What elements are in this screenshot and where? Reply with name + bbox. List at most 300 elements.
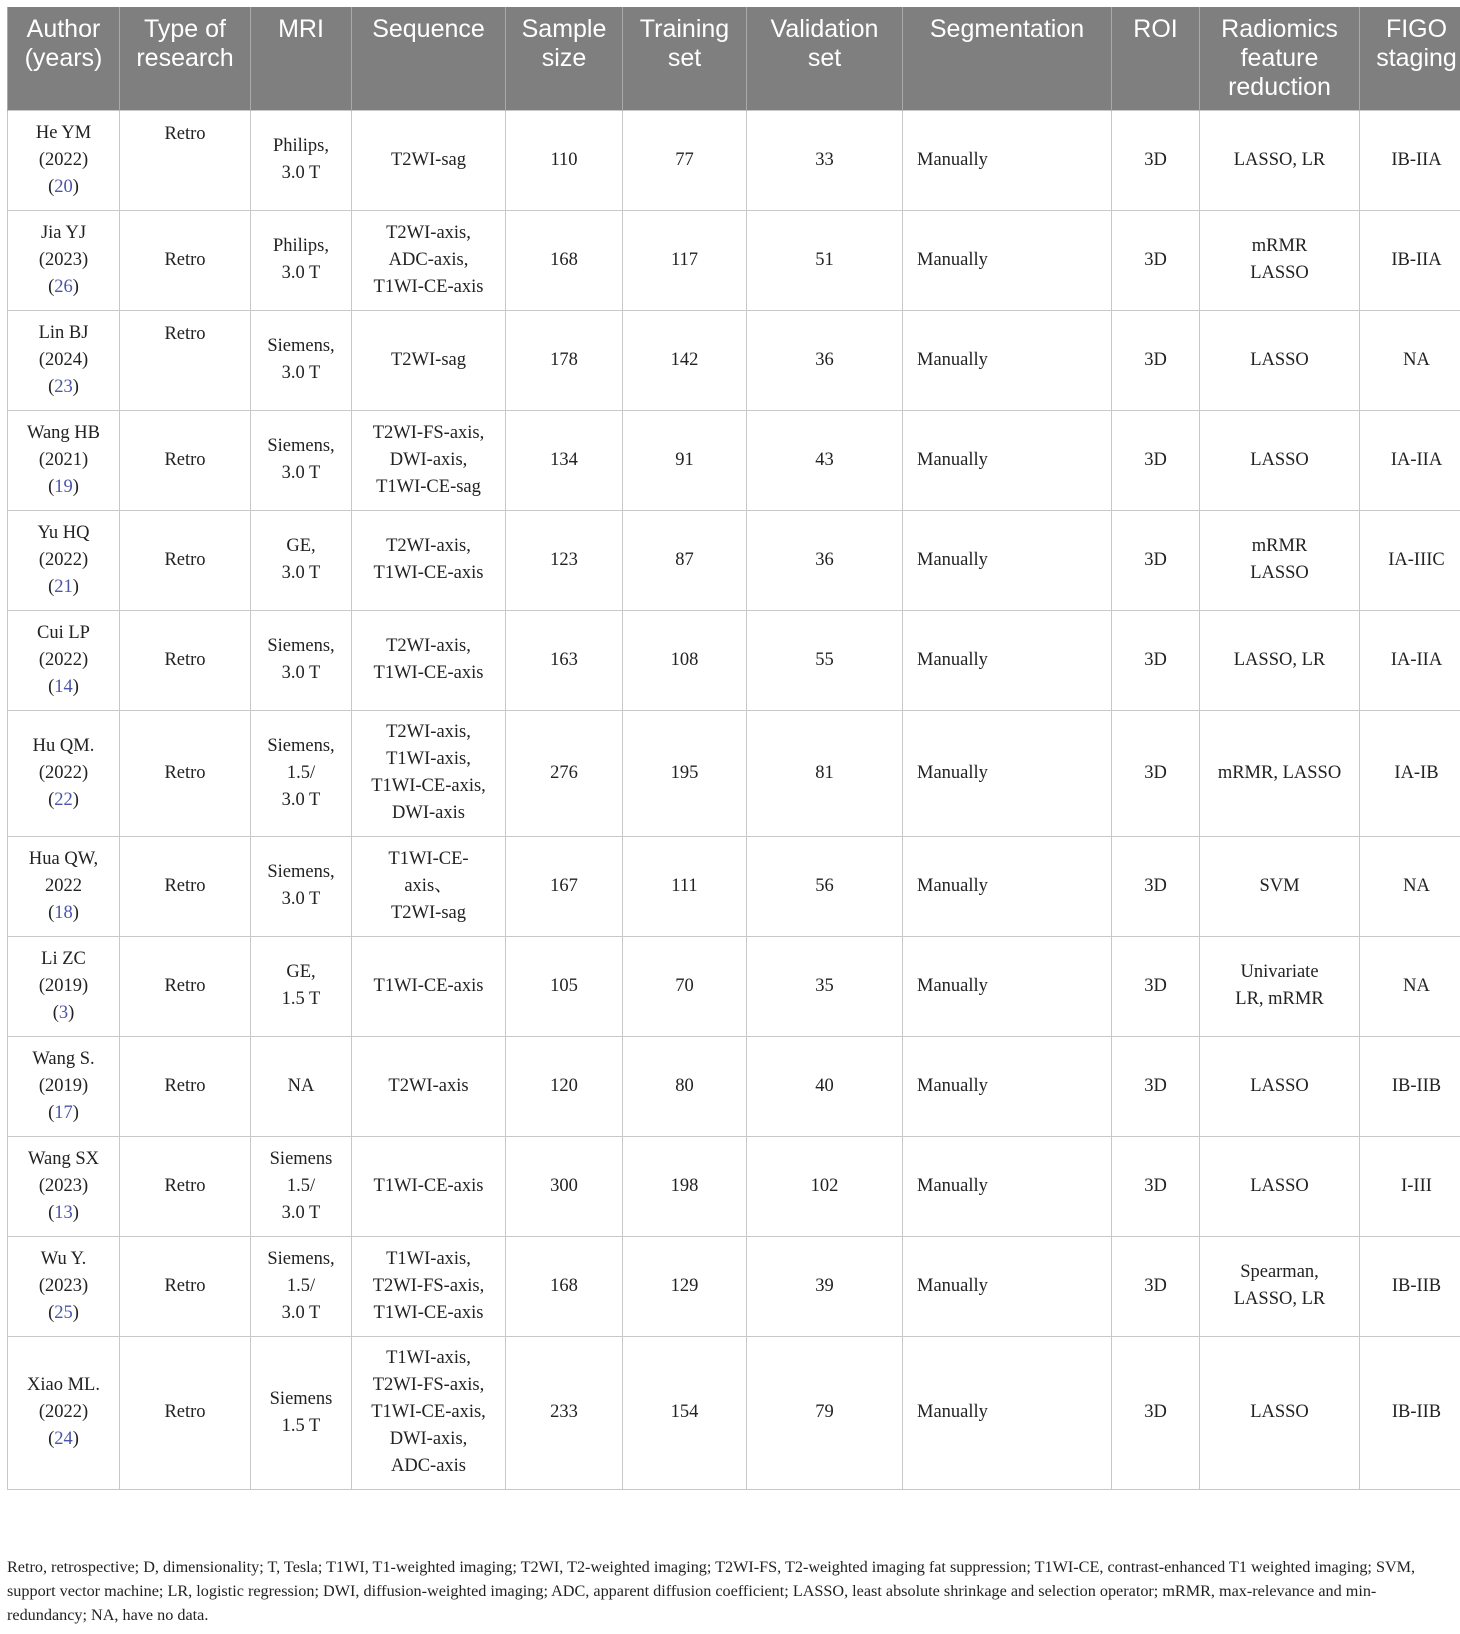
- cell-sample-size: 163: [506, 610, 623, 710]
- cell-sample-size: 168: [506, 210, 623, 310]
- reference-citation: (3): [52, 1002, 75, 1023]
- author-name: Jia YJ: [40, 222, 87, 243]
- cell-sample-size: 168: [506, 1236, 623, 1336]
- cell-feature-reduction-line: mRMR: [1251, 536, 1308, 556]
- reference-link[interactable]: 13: [54, 1202, 73, 1223]
- header-line: Type of: [144, 15, 226, 43]
- cell-mri: [251, 1236, 352, 1336]
- cell-training-set: 198: [623, 1136, 747, 1236]
- author-name: Lin BJ: [38, 322, 89, 343]
- cell-sample-size: 233: [506, 1336, 623, 1489]
- cell-roi: 3D: [1112, 310, 1200, 410]
- cell-training-set: 108: [623, 610, 747, 710]
- cell-sample-size: 134: [506, 410, 623, 510]
- header-line: FIGO: [1385, 15, 1448, 43]
- cell-segmentation: Manually: [903, 710, 1112, 836]
- cell-sequence: [352, 710, 506, 836]
- table-row: [8, 1136, 1460, 1236]
- cell-type-of-research: Retro: [120, 1036, 251, 1136]
- cell-author: [8, 710, 120, 836]
- cell-sequence: [352, 310, 506, 410]
- reference-link[interactable]: 23: [54, 376, 73, 397]
- cell-validation-set: 102: [747, 1136, 903, 1236]
- cell-validation-set: 51: [747, 210, 903, 310]
- reference-link[interactable]: 25: [54, 1302, 73, 1323]
- cell-roi: 3D: [1112, 610, 1200, 710]
- cell-figo-staging: IA-IB: [1360, 710, 1460, 836]
- author-year: (2022): [38, 549, 89, 570]
- cell-mri: [251, 836, 352, 936]
- header-line: Training: [639, 15, 730, 43]
- cell-mri-line: Philips,: [272, 136, 330, 156]
- reference-link[interactable]: 18: [54, 902, 73, 923]
- cell-sequence-line: DWI-axis,: [389, 449, 468, 470]
- cell-sequence-line: T1WI-CE-axis: [373, 663, 484, 683]
- cell-mri: [251, 936, 352, 1036]
- reference-citation: (23): [48, 376, 79, 397]
- table-row: [8, 1036, 1460, 1136]
- table-row: [8, 936, 1460, 1036]
- cell-training-set: 80: [623, 1036, 747, 1136]
- cell-training-set: 70: [623, 936, 747, 1036]
- cell-sequence-line: T2WI-axis,: [386, 222, 471, 243]
- cell-sample-size: 123: [506, 510, 623, 610]
- cell-mri-line: Siemens,: [267, 862, 335, 882]
- cell-feature-reduction: [1200, 510, 1360, 610]
- reference-citation: (26): [48, 276, 79, 297]
- header-line: reduction: [1228, 73, 1331, 101]
- cell-author: [8, 310, 120, 410]
- header-line: staging: [1376, 44, 1457, 72]
- table-row: [8, 210, 1460, 310]
- cell-author: [8, 510, 120, 610]
- cell-figo-staging: IB-IIA: [1360, 210, 1460, 310]
- cell-sequence: [352, 1136, 506, 1236]
- cell-validation-set: 40: [747, 1036, 903, 1136]
- cell-sample-size: 120: [506, 1036, 623, 1136]
- table-row: [8, 410, 1460, 510]
- cell-feature-reduction: [1200, 1236, 1360, 1336]
- cell-sequence: [352, 936, 506, 1036]
- cell-sequence-line: T2WI-axis,: [386, 722, 471, 742]
- cell-training-set: 117: [623, 210, 747, 310]
- cell-sequence: [352, 610, 506, 710]
- cell-author: [8, 1336, 120, 1489]
- table-body: [8, 110, 1460, 1489]
- table-row: [8, 1336, 1460, 1489]
- cell-sequence-line: T1WI-CE-axis: [373, 1302, 484, 1323]
- cell-mri-line: Siemens,: [267, 636, 335, 656]
- cell-sequence-line: T2WI-sag: [391, 349, 466, 370]
- cell-feature-reduction-line: mRMR, LASSO: [1217, 762, 1342, 783]
- cell-sample-size: 300: [506, 1136, 623, 1236]
- cell-training-set: 195: [623, 710, 747, 836]
- cell-feature-reduction-line: LASSO: [1250, 349, 1309, 370]
- cell-roi: 3D: [1112, 110, 1200, 210]
- cell-validation-set: 35: [747, 936, 903, 1036]
- cell-type-of-research: Retro: [120, 836, 251, 936]
- table-row: [8, 310, 1460, 410]
- cell-mri: [251, 610, 352, 710]
- header-line: ROI: [1133, 15, 1178, 43]
- cell-sequence-line: T1WI-CE-axis,: [371, 776, 486, 796]
- author-year: (2019): [38, 975, 89, 996]
- column-header-author-years: [8, 7, 120, 110]
- cell-feature-reduction-line: LR, mRMR: [1235, 989, 1324, 1009]
- column-header-roi: [1112, 7, 1200, 110]
- author-name: Yu HQ: [37, 522, 90, 543]
- cell-mri-line: Siemens: [269, 1148, 333, 1169]
- cell-validation-set: 55: [747, 610, 903, 710]
- cell-roi: 3D: [1112, 1136, 1200, 1236]
- cell-mri-line: Siemens,: [267, 336, 335, 356]
- cell-feature-reduction: [1200, 936, 1360, 1036]
- cell-mri-line: NA: [287, 1075, 315, 1096]
- table-row: [8, 710, 1460, 836]
- cell-type-of-research: Retro: [120, 510, 251, 610]
- cell-sequence-line: T2WI-axis,: [386, 536, 471, 556]
- cell-sample-size: 178: [506, 310, 623, 410]
- cell-figo-staging: NA: [1360, 310, 1460, 410]
- cell-feature-reduction-line: LASSO, LR: [1233, 1289, 1326, 1309]
- cell-sequence-line: T1WI-CE-axis: [373, 975, 484, 996]
- cell-segmentation: Manually: [903, 510, 1112, 610]
- header-line: Author: [26, 15, 101, 43]
- cell-segmentation: Manually: [903, 610, 1112, 710]
- cell-mri-line: Siemens: [269, 1388, 333, 1409]
- cell-sequence-line: DWI-axis,: [389, 1429, 468, 1449]
- cell-feature-reduction-line: LASSO: [1250, 1075, 1309, 1096]
- cell-feature-reduction-line: LASSO: [1250, 449, 1309, 470]
- reference-citation: (19): [48, 476, 79, 497]
- reference-citation: (20): [48, 176, 79, 197]
- author-name: Wang SX: [28, 1148, 99, 1169]
- cell-feature-reduction-line: Univariate: [1240, 962, 1319, 982]
- cell-sequence-line: DWI-axis: [392, 803, 465, 823]
- cell-sequence-line: ADC-axis: [390, 1456, 467, 1476]
- cell-feature-reduction: [1200, 210, 1360, 310]
- cell-sequence: [352, 1036, 506, 1136]
- cell-mri-line: 3.0 T: [281, 1302, 321, 1323]
- cell-figo-staging: IB-IIA: [1360, 110, 1460, 210]
- cell-sequence-line: T1WI-axis,: [386, 749, 471, 769]
- cell-sequence-line: T1WI-CE-: [388, 848, 469, 869]
- cell-feature-reduction: [1200, 610, 1360, 710]
- cell-mri-line: 1.5 T: [281, 989, 321, 1009]
- author-year: (2022): [38, 762, 89, 783]
- cell-segmentation: Manually: [903, 310, 1112, 410]
- header-row: [8, 7, 1460, 110]
- cell-feature-reduction-line: LASSO: [1250, 1175, 1309, 1196]
- cell-author: [8, 210, 120, 310]
- table-footnote: Retro, retrospective; D, dimensionality; T, Tesla; T1WI, T1-weighted imaging; T2WI, T2-weighted imaging; T2WI-FS, T2-weighted imaging fat suppression; T1WI-CE, contrast-enhanced T1 weighted imaging; SVM, support vector machine; LR, logistic regression; DWI, diffusion-weighted imaging; ADC, apparent diffusion coefficient; LASSO, least absolute shrinkage and selection operator; mRMR, max-relevance and min-redundancy; NA, have no data.: [7, 1558, 1416, 1624]
- cell-feature-reduction: [1200, 410, 1360, 510]
- cell-sequence: [352, 210, 506, 310]
- cell-roi: 3D: [1112, 510, 1200, 610]
- header-line: Validation: [770, 15, 879, 43]
- cell-mri-line: 3.0 T: [281, 663, 321, 683]
- reference-link[interactable]: 14: [54, 676, 73, 697]
- header-line: (years): [24, 44, 103, 72]
- cell-validation-set: 39: [747, 1236, 903, 1336]
- cell-type-of-research: Retro: [120, 310, 251, 410]
- study-table-container: [7, 7, 1457, 1490]
- cell-mri-line: 3.0 T: [281, 789, 321, 810]
- cell-mri-line: 3.0 T: [281, 563, 321, 583]
- cell-roi: 3D: [1112, 410, 1200, 510]
- header-line: feature: [1240, 44, 1319, 72]
- header-line: size: [541, 44, 587, 72]
- cell-roi: 3D: [1112, 936, 1200, 1036]
- author-year: (2021): [38, 449, 89, 470]
- column-header-radiomics-feature-reduction: [1200, 7, 1360, 110]
- cell-sequence: [352, 110, 506, 210]
- cell-sequence-line: T1WI-CE-axis,: [371, 1402, 486, 1422]
- cell-figo-staging: IA-IIA: [1360, 610, 1460, 710]
- cell-mri: [251, 510, 352, 610]
- cell-figo-staging: IA-IIIC: [1360, 510, 1460, 610]
- cell-mri-line: 3.0 T: [281, 463, 321, 483]
- cell-training-set: 77: [623, 110, 747, 210]
- cell-mri: [251, 1036, 352, 1136]
- cell-mri-line: 1.5/: [286, 1175, 316, 1196]
- cell-feature-reduction: [1200, 110, 1360, 210]
- reference-citation: (17): [48, 1102, 79, 1123]
- cell-roi: 3D: [1112, 1336, 1200, 1489]
- cell-type-of-research: Retro: [120, 1336, 251, 1489]
- author-name: He YM: [35, 122, 92, 143]
- cell-author: [8, 836, 120, 936]
- cell-training-set: 87: [623, 510, 747, 610]
- cell-sequence-line: T1WI-CE-axis: [373, 1175, 484, 1196]
- table-row: [8, 510, 1460, 610]
- author-name: Wang S.: [32, 1048, 95, 1069]
- cell-author: [8, 936, 120, 1036]
- column-header-figo-staging: [1360, 7, 1460, 110]
- cell-author: [8, 610, 120, 710]
- cell-sequence: [352, 410, 506, 510]
- reference-citation: (13): [48, 1202, 79, 1223]
- cell-mri-line: 1.5 T: [281, 1415, 321, 1436]
- column-header-training-set: [623, 7, 747, 110]
- reference-citation: (14): [48, 676, 79, 697]
- header-line: Sequence: [372, 15, 485, 43]
- header-line: Sample: [521, 15, 607, 43]
- cell-training-set: 111: [623, 836, 747, 936]
- header-line: Segmentation: [929, 15, 1085, 43]
- cell-feature-reduction: [1200, 836, 1360, 936]
- cell-feature-reduction: [1200, 1136, 1360, 1236]
- author-year: (2024): [38, 349, 89, 370]
- reference-link[interactable]: 20: [54, 176, 73, 197]
- cell-mri: [251, 410, 352, 510]
- cell-mri-line: GE,: [286, 536, 316, 556]
- column-header-type-of-research: [120, 7, 251, 110]
- table-row: [8, 610, 1460, 710]
- cell-mri-line: 3.0 T: [281, 163, 321, 183]
- cell-sequence-line: T1WI-CE-sag: [376, 476, 481, 497]
- cell-mri: [251, 110, 352, 210]
- cell-feature-reduction: [1200, 1036, 1360, 1136]
- cell-feature-reduction: [1200, 310, 1360, 410]
- reference-link[interactable]: 22: [54, 789, 73, 810]
- cell-training-set: 129: [623, 1236, 747, 1336]
- author-year: (2022): [38, 149, 89, 170]
- cell-figo-staging: I-III: [1360, 1136, 1460, 1236]
- cell-feature-reduction-line: Spearman,: [1240, 1262, 1319, 1282]
- cell-sequence-line: T2WI-FS-axis,: [372, 1275, 485, 1296]
- cell-roi: 3D: [1112, 1236, 1200, 1336]
- cell-sequence-line: T2WI-FS-axis,: [372, 1375, 485, 1395]
- table-row: [8, 836, 1460, 936]
- column-header-segmentation: [903, 7, 1112, 110]
- table-row: [8, 110, 1460, 210]
- author-name: Xiao ML.: [27, 1375, 100, 1395]
- author-name: Wu Y.: [40, 1248, 87, 1269]
- table-header: [8, 7, 1460, 110]
- cell-sequence-line: T1WI-CE-axis: [373, 563, 484, 583]
- cell-feature-reduction-line: LASSO, LR: [1233, 149, 1326, 170]
- reference-link[interactable]: 3: [58, 1002, 69, 1023]
- cell-figo-staging: IA-IIA: [1360, 410, 1460, 510]
- cell-figo-staging: IB-IIB: [1360, 1236, 1460, 1336]
- reference-link[interactable]: 21: [54, 576, 73, 597]
- cell-mri-line: 1.5/: [286, 762, 316, 783]
- cell-type-of-research: Retro: [120, 610, 251, 710]
- reference-citation: (22): [48, 789, 79, 810]
- cell-type-of-research: Retro: [120, 936, 251, 1036]
- cell-figo-staging: NA: [1360, 936, 1460, 1036]
- cell-segmentation: Manually: [903, 1336, 1112, 1489]
- cell-sample-size: 167: [506, 836, 623, 936]
- cell-validation-set: 36: [747, 310, 903, 410]
- cell-mri-line: Philips,: [272, 236, 330, 256]
- column-header-validation-set: [747, 7, 903, 110]
- author-name: Hu QM.: [32, 735, 95, 756]
- cell-mri-line: Siemens,: [267, 1248, 335, 1269]
- author-year: (2023): [38, 1275, 89, 1296]
- author-year: (2022): [38, 1402, 89, 1422]
- cell-validation-set: 33: [747, 110, 903, 210]
- cell-feature-reduction: [1200, 710, 1360, 836]
- cell-mri-line: Siemens,: [267, 436, 335, 456]
- cell-mri: [251, 1136, 352, 1236]
- cell-sequence: [352, 1236, 506, 1336]
- cell-sequence-line: T2WI-sag: [391, 149, 466, 170]
- cell-type-of-research: Retro: [120, 1136, 251, 1236]
- cell-segmentation: Manually: [903, 110, 1112, 210]
- reference-link[interactable]: 24: [54, 1429, 73, 1449]
- cell-sequence-line: T2WI-axis: [388, 1075, 469, 1096]
- cell-figo-staging: NA: [1360, 836, 1460, 936]
- author-year: 2022: [45, 875, 82, 896]
- reference-link[interactable]: 26: [54, 276, 73, 297]
- cell-roi: 3D: [1112, 836, 1200, 936]
- cell-author: [8, 410, 120, 510]
- header-line: research: [136, 44, 234, 72]
- cell-sequence-line: ADC-axis,: [388, 249, 469, 270]
- cell-segmentation: Manually: [903, 210, 1112, 310]
- cell-mri: [251, 710, 352, 836]
- cell-mri: [251, 1336, 352, 1489]
- cell-validation-set: 56: [747, 836, 903, 936]
- cell-segmentation: Manually: [903, 1036, 1112, 1136]
- reference-link[interactable]: 17: [54, 1102, 73, 1123]
- cell-training-set: 91: [623, 410, 747, 510]
- cell-author: [8, 110, 120, 210]
- cell-type-of-research: Retro: [120, 210, 251, 310]
- column-header-sample-size: [506, 7, 623, 110]
- cell-feature-reduction-line: LASSO: [1250, 1402, 1309, 1422]
- cell-segmentation: Manually: [903, 1136, 1112, 1236]
- cell-feature-reduction-line: LASSO: [1250, 563, 1309, 583]
- cell-roi: 3D: [1112, 210, 1200, 310]
- reference-citation: (24): [48, 1429, 79, 1449]
- header-line: set: [807, 44, 842, 72]
- cell-training-set: 154: [623, 1336, 747, 1489]
- reference-citation: (25): [48, 1302, 79, 1323]
- cell-roi: 3D: [1112, 710, 1200, 836]
- cell-sequence: [352, 510, 506, 610]
- cell-sample-size: 105: [506, 936, 623, 1036]
- author-year: (2022): [38, 649, 89, 670]
- header-line: MRI: [278, 15, 324, 43]
- cell-roi: 3D: [1112, 1036, 1200, 1136]
- cell-figo-staging: IB-IIB: [1360, 1036, 1460, 1136]
- cell-mri-line: 3.0 T: [281, 889, 321, 909]
- cell-mri: [251, 310, 352, 410]
- cell-sample-size: 110: [506, 110, 623, 210]
- cell-figo-staging: IB-IIB: [1360, 1336, 1460, 1489]
- author-year: (2023): [38, 1175, 89, 1196]
- cell-type-of-research: Retro: [120, 410, 251, 510]
- author-year: (2019): [38, 1075, 89, 1096]
- cell-author: [8, 1236, 120, 1336]
- cell-mri: [251, 210, 352, 310]
- cell-author: [8, 1136, 120, 1236]
- cell-feature-reduction-line: SVM: [1259, 875, 1300, 896]
- header-line: set: [667, 44, 702, 72]
- cell-training-set: 142: [623, 310, 747, 410]
- cell-mri-line: Siemens,: [267, 735, 335, 756]
- cell-segmentation: Manually: [903, 836, 1112, 936]
- cell-validation-set: 43: [747, 410, 903, 510]
- column-header-mri: [251, 7, 352, 110]
- cell-type-of-research: Retro: [120, 710, 251, 836]
- author-name: Hua QW,: [28, 848, 99, 869]
- cell-sequence-line: T1WI-axis,: [386, 1348, 471, 1368]
- reference-citation: (18): [48, 902, 79, 923]
- cell-mri-line: 3.0 T: [281, 263, 321, 283]
- cell-author: [8, 1036, 120, 1136]
- cell-sequence: [352, 1336, 506, 1489]
- table-row: [8, 1236, 1460, 1336]
- author-year: (2023): [38, 249, 89, 270]
- reference-link[interactable]: 19: [54, 476, 73, 497]
- cell-validation-set: 36: [747, 510, 903, 610]
- study-table: [7, 7, 1460, 1490]
- cell-sequence-line: T1WI-CE-axis: [373, 276, 484, 297]
- cell-segmentation: Manually: [903, 410, 1112, 510]
- cell-mri-line: 3.0 T: [281, 363, 321, 383]
- author-name: Wang HB: [26, 422, 100, 443]
- cell-mri-line: GE,: [286, 962, 316, 982]
- cell-sequence-line: T1WI-axis,: [386, 1248, 471, 1269]
- cell-feature-reduction-line: mRMR: [1251, 236, 1308, 256]
- cell-mri-line: 3.0 T: [281, 1202, 321, 1223]
- cell-feature-reduction-line: LASSO, LR: [1233, 649, 1326, 670]
- column-header-sequence: [352, 7, 506, 110]
